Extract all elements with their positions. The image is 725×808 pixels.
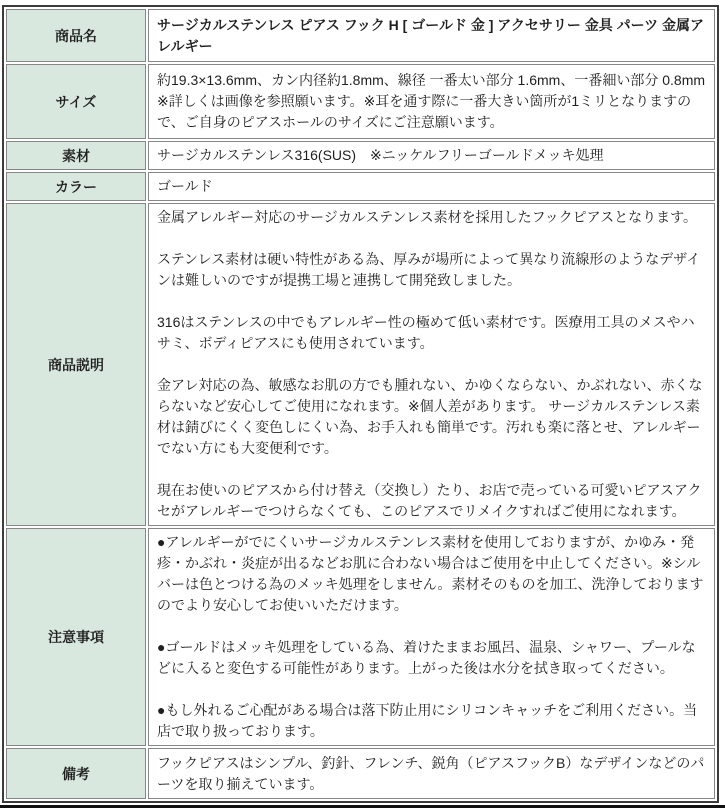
table-row bbox=[6, 141, 715, 170]
row-label: 備考 bbox=[6, 748, 146, 799]
row-value bbox=[148, 64, 715, 139]
table-row bbox=[6, 528, 715, 746]
spec-table-body bbox=[6, 9, 715, 799]
spec-paragraph: フックピアスはシンプル、釣針、フレンチ、鋭角（ピアスフックB）なデザインなどのパーツを取り揃えています。 bbox=[157, 754, 705, 792]
table-row bbox=[6, 9, 715, 62]
spec-paragraph: 現在お使いのピアスから付け替え（交換し）たり、お店で売っている可愛いピアスアクセがアレルギーでつけらなくても、このピアスでリメイクすればご使用になれます。 bbox=[157, 482, 702, 519]
spec-paragraph: ●アレルギーがでにくいサージカルステンレス素材を使用しておりますが、かゆみ・発疹・かぶれ・炎症が出るなどお肌に合わない場合はご使用を中止してください。※シルバーは色とつける為のメッキ処理をしません。素材そのものを加工、洗浄しておりますのでより安心してお使いいただけます。 bbox=[157, 534, 704, 613]
table-row bbox=[6, 203, 715, 526]
spec-table bbox=[2, 5, 719, 803]
table-row bbox=[6, 172, 715, 201]
spec-paragraph: ゴールド bbox=[157, 178, 213, 194]
spec-paragraph: ●ゴールドはメッキ処理をしている為、着けたままお風呂、温泉、シャワー、プールなどに入ると変色する可能性があります。上がった後は水分を拭き取ってください。 bbox=[157, 639, 696, 676]
spec-paragraph: 316はステンレスの中でもアレルギー性の極めて低い素材です。医療用工具のメスやハサミ、ボディピアスにも使用されています。 bbox=[157, 314, 695, 351]
spec-paragraph: サージカルステンレス ピアス フック H [ ゴールド 金 ] アクセサリー 金具 パーツ 金属アレルギー bbox=[157, 16, 704, 54]
table-row bbox=[6, 748, 715, 799]
spec-paragraph: 金アレ対応の為、敏感なお肌の方でも腫れない、かゆくならない、かぶれない、赤くならないなど安心してご使用になれます。※個人差があります。 サージカルステンレス素材は錆びにくく変色しにくい為、お手入れも簡単です。汚れも楽に落とせ、アレルギーでない方にも大変便利です。 bbox=[157, 377, 703, 456]
spec-paragraph: サージカルステンレス316(SUS) ※ニッケルフリーゴールドメッキ処理 bbox=[157, 147, 604, 163]
spec-paragraph: ●もし外れるご心配がある場合は落下防止用にシリコンキャッチをご利用ください。当店で取り扱っております。 bbox=[157, 702, 698, 739]
row-label: 注意事項 bbox=[6, 528, 146, 746]
row-value bbox=[148, 9, 715, 62]
row-label: カラー bbox=[6, 172, 146, 201]
row-label: 素材 bbox=[6, 141, 146, 170]
row-value bbox=[148, 141, 715, 170]
row-value bbox=[148, 748, 715, 799]
row-value bbox=[148, 528, 715, 746]
table-row bbox=[6, 64, 715, 139]
row-label: 商品名 bbox=[6, 9, 146, 62]
spec-paragraph: 金属アレルギー対応のサージカルステンレス素材を採用したフックピアスとなります。 bbox=[157, 209, 697, 225]
row-value bbox=[148, 203, 715, 526]
row-label: 商品説明 bbox=[6, 203, 146, 526]
row-label: サイズ bbox=[6, 64, 146, 139]
spec-paragraph: ステンレス素材は硬い特性がある為、厚みが場所によって異なり流線形のようなデザインは難しいのですが提携工場と連携して開発致しました。 bbox=[157, 251, 701, 288]
spec-paragraph: 約19.3×13.6mm、カン内径約1.8mm、線径 一番太い部分 1.6mm、一番細い部分 0.8mm ※詳しくは画像を参照願います。※耳を通す際に一番大きい箇所が1ミリとなりますので、ご自身のピアスホールのサイズにご注意願います。 bbox=[157, 72, 706, 130]
row-value bbox=[148, 172, 715, 201]
